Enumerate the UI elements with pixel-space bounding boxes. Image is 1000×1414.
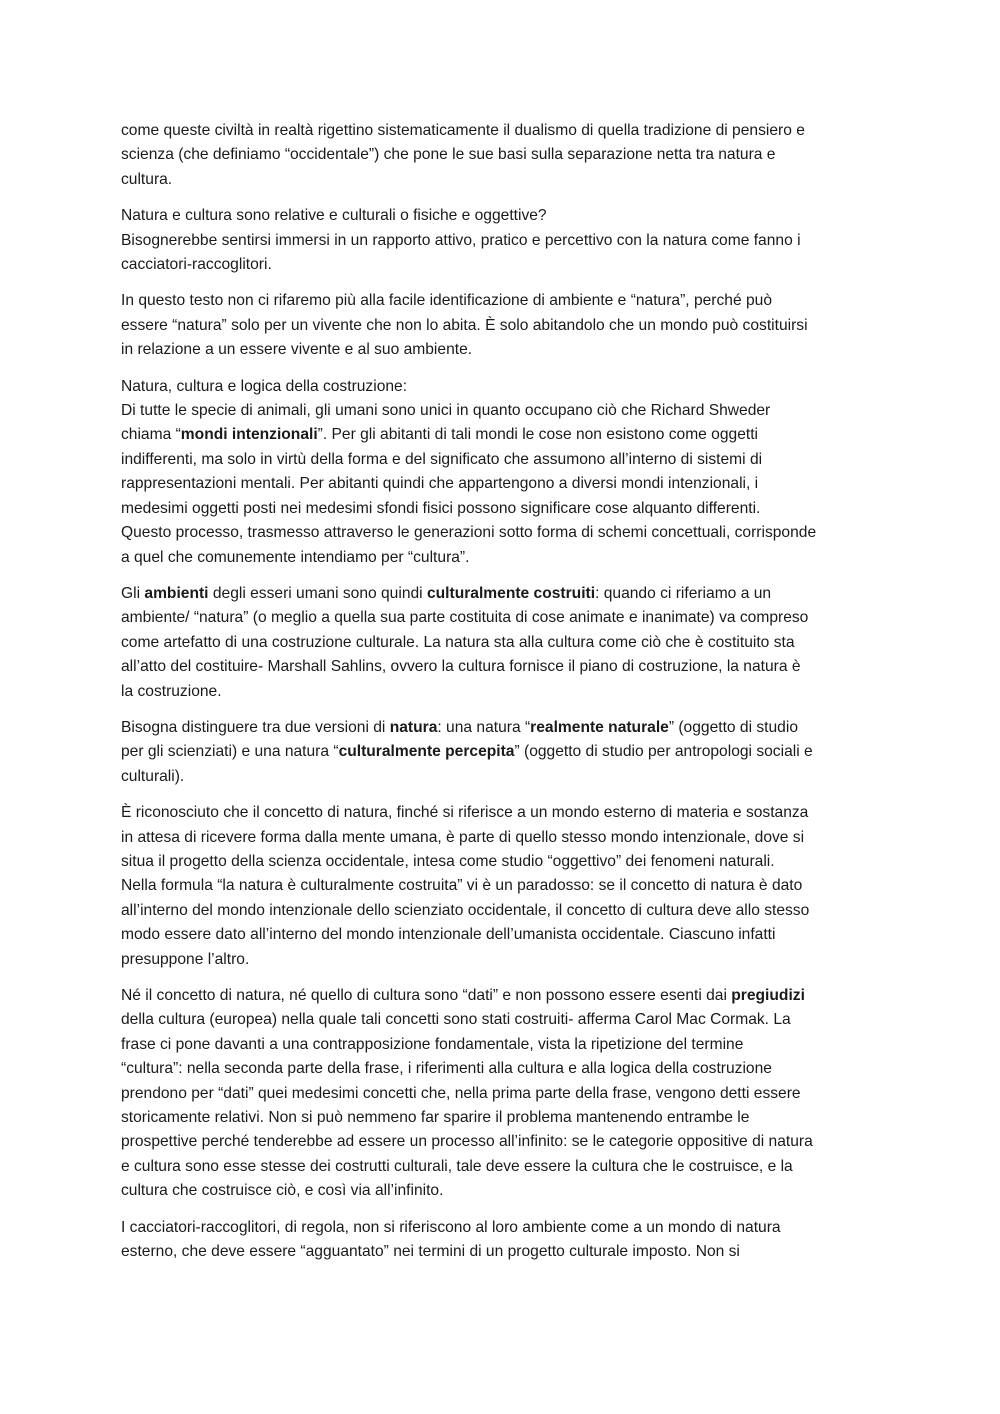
paragraph-7: È riconosciuto che il concetto di natura, finché si riferisce a un mondo esterno di materia e sostanza in attesa di ricevere forma dalla mente umana, è parte di quello stesso mondo intenzionale, dove si situa il progetto della scienza occidentale, intesa come studio “oggettivo” dei fenomeni naturali. Nella formula “la natura è culturalmente costruita” vi è un paradosso: se il concetto di natura è dato all’interno del mondo intenzionale dello scienziato occidentale, il concetto di cultura deve allo stesso modo essere dato all’interno del mondo intenzionale dell’umanista occidentale. Ciascuno infatti presuppone l’altro. <box>121 804 810 968</box>
bold-term: natura <box>389 718 438 736</box>
document-page <box>121 119 883 1276</box>
paragraph-4: Natura, cultura e logica della costruzione: Di tutte le specie di animali, gli umani sono unici in quanto occupano ciò che Richard Shweder chiama “mondi intenzionali”. Per gli abitanti di tali mondi le cose non esistono come oggetti indifferenti, ma solo in virtù della forma e del significato che assumono all’interno di sistemi di rappresentazioni mentali. Per abitanti quindi che appartengono a diversi mondi intenzionali, i medesimi oggetti posti nei medesimi sfondi fisici possono significare cose alquanto differenti. Questo processo, trasmesso attraverso le generazioni sotto forma di schemi concettuali, corrisponde a quel che comunemente intendiamo per “cultura”. <box>121 377 817 566</box>
bold-term: pregiudizi <box>731 987 805 1004</box>
bold-term: mondi intenzionali <box>180 426 318 444</box>
paragraph-8: Né il concetto di natura, né quello di cultura sono “dati” e non possono essere esenti dai pregiudizi della cultura (europea) nella quale tali concetti sono stati costruiti- afferma Carol Mac Cormak. La frase ci pone davanti a una contrapposizione fondamentale, vista la ripetizione del termine “cultura”: nella seconda parte della frase, i riferimenti alla cultura e alla logica della costruzione prendono per “dati” quei medesimi concetti che, nella prima parte della frase, vengono detti essere storicamente relativi. Non si può nemmeno far sparire il problema mantenendo entrambe le prospettive perché tenderebbe ad essere un processo all’infinito: se le categorie oppositive di natura e cultura sono esse stesse dei costrutti culturali, tale deve essere la cultura che le costruisce, e la cultura che costruisce ciò, e così via all’infinito. <box>121 987 813 1200</box>
paragraph-9: I cacciatori-raccoglitori, di regola, non si riferiscono al loro ambiente come a un mondo di natura esterno, che deve essere “agguantato” nei termini di un progetto culturale imposto. Non si <box>121 1218 781 1261</box>
paragraph-2: Natura e cultura sono relative e culturali o fisiche e oggettive? Bisognerebbe sentirsi immersi in un rapporto attivo, pratico e percettivo con la natura come fanno i cacciatori-raccoglitori. <box>121 207 801 274</box>
paragraph-3: In questo testo non ci rifaremo più alla facile identificazione di ambiente e “natura”, perché può essere “natura” solo per un vivente che non lo abita. È solo abitandolo che un mondo può costituirsi in relazione a un essere vivente e al suo ambiente. <box>121 292 808 359</box>
bold-term: culturalmente percepita <box>338 743 515 761</box>
paragraph-1: come queste civiltà in realtà rigettino sistematicamente il dualismo di quella tradizione di pensiero e scienza (che definiamo “occidentale”) che pone le sue basi sulla separazione netta tra natura e cultura. <box>121 122 805 188</box>
bold-term: ambienti <box>144 584 209 602</box>
bold-term: realmente naturale <box>530 718 669 736</box>
paragraph-5: Gli ambienti degli esseri umani sono quindi culturalmente costruiti: quando ci riferiamo a un ambiente/ “natura” (o meglio a quella sua parte costituita di cose animate e inanimate) va compreso come artefatto di una costruzione culturale. La natura sta alla cultura come ciò che è costituito sta all’atto del costituire- Marshall Sahlins, ovvero la cultura fornisce il piano di costruzione, la natura è la costruzione. <box>121 584 809 700</box>
bold-term: culturalmente costruiti <box>426 584 596 602</box>
paragraph-6: Bisogna distinguere tra due versioni di natura: una natura “realmente naturale” (oggetto di studio per gli scienziati) e una natura “culturalmente percepita” (oggetto di studio per antropologi sociali e culturali). <box>121 718 813 785</box>
section-heading: Natura, cultura e logica della costruzione: <box>121 377 408 395</box>
